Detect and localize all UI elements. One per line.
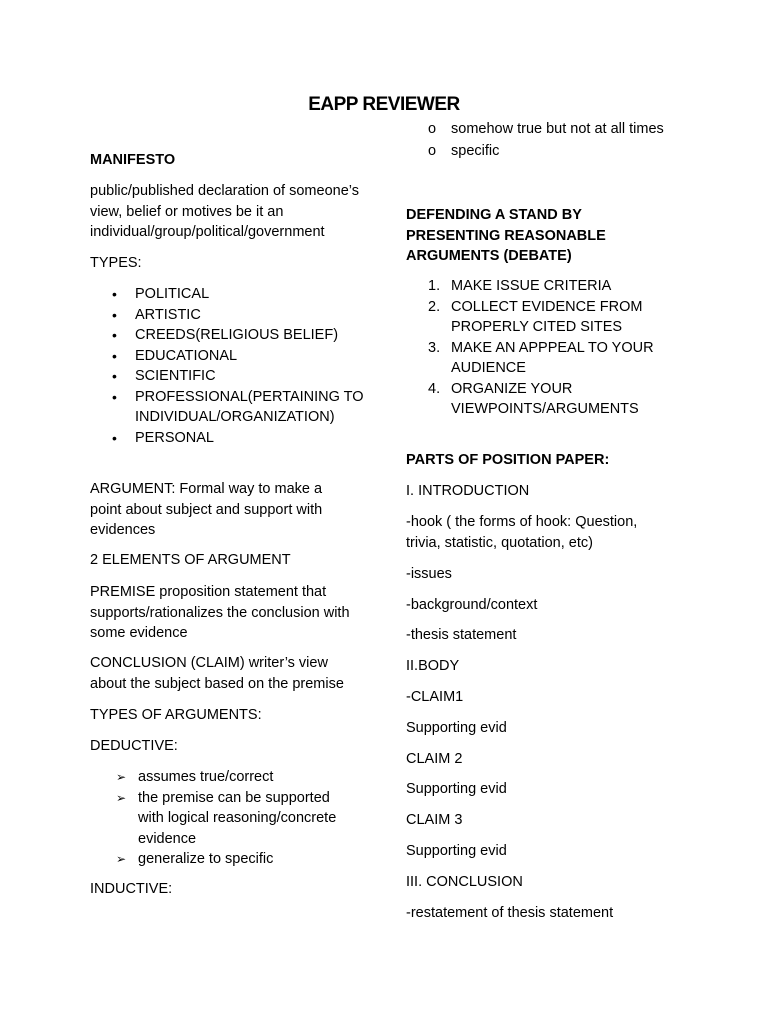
manifesto-heading: MANIFESTO [90,152,176,168]
list-item: 1. MAKE ISSUE CRITERIA [428,278,612,294]
list-item: • SCIENTIFIC [90,366,370,387]
claim-1-line: -CLAIM1 [406,689,464,705]
circle-bullet-icon: o [428,121,437,137]
inductive-label: INDUCTIVE: [90,881,173,897]
list-item: ➢ the premise can be supported with logical reasoning/concrete evidence [116,789,337,847]
deductive-label: DEDUCTIVE: [90,738,178,754]
manifesto-definition: public/published declaration of someone’s view, belief or motives be it an individual/group/political/government [90,183,359,240]
premise-definition: PREMISE proposition statement that supports/rationalizes the conclusion with some evidence [90,584,350,641]
bullet-icon: • [112,429,117,446]
section-body: II.BODY [406,658,460,674]
types-of-arguments-heading: TYPES OF ARGUMENTS: [90,707,262,723]
arrow-bullet-icon: ➢ [116,770,127,784]
list-item: o somehow true but not at all times [406,119,696,140]
manifesto-types-list [90,284,370,448]
list-item: o specific [406,141,696,162]
elements-heading: 2 ELEMENTS OF ARGUMENT [90,552,291,568]
bullet-icon: • [112,368,117,384]
hook-line: -hook ( the forms of hook: Question, trivia, statistic, quotation, etc) [406,514,638,551]
list-item: • ARTISTIC [90,305,370,326]
debate-steps-list [406,276,696,420]
conclusion-definition: CONCLUSION (CLAIM) writer’s view about the subject based on the premise [90,655,344,692]
list-item: • POLITICAL [90,284,370,305]
claim-2-line: CLAIM 2 [406,751,463,767]
bullet-icon: • [112,388,117,405]
thesis-line: -thesis statement [406,627,517,643]
circle-bullet-icon: o [428,142,437,159]
list-item: 3. MAKE AN APPPEAL TO YOUR AUDIENCE [428,339,654,376]
arrow-bullet-icon: ➢ [116,852,127,866]
list-item: ➢ generalize to specific [90,849,352,870]
list-item: • CREEDS(RELIGIOUS BELIEF) [90,325,370,346]
bullet-icon: • [112,347,117,364]
deductive-list [90,767,352,870]
debate-heading: DEFENDING A STAND BY PRESENTING REASONABLE ARGUMENTS (DEBATE) [406,207,606,264]
list-item: • PERSONAL [90,428,370,449]
supporting-evid-line: Supporting evid [406,781,507,797]
list-item: ➢ assumes true/correct [90,767,352,788]
bullet-icon: • [112,306,117,323]
section-introduction: I. INTRODUCTION [406,483,530,499]
issues-line: -issues [406,566,452,582]
section-conclusion: III. CONCLUSION [406,874,523,890]
supporting-evid-line: Supporting evid [406,843,507,859]
background-line: -background/context [406,597,538,613]
restatement-line: -restatement of thesis statement [406,905,614,921]
list-item: • EDUCATIONAL [90,346,370,367]
claim-3-line: CLAIM 3 [406,812,463,828]
parts-heading: PARTS OF POSITION PAPER: [406,452,610,468]
inductive-list [406,119,696,161]
bullet-icon: • [112,327,117,343]
arrow-bullet-icon: ➢ [116,790,127,805]
bullet-icon: • [112,286,117,302]
argument-definition: ARGUMENT: Formal way to make a point about subject and support with evidences [90,481,323,538]
types-label: TYPES: [90,255,142,271]
list-item: • PROFESSIONAL(PERTAINING TO INDIVIDUAL/ORGANIZATION) [112,388,364,425]
supporting-evid-line: Supporting evid [406,720,507,736]
list-item: 2. COLLECT EVIDENCE FROM PROPERLY CITED SITES [428,298,643,335]
list-item: 4. ORGANIZE YOUR VIEWPOINTS/ARGUMENTS [428,380,639,417]
document-title: EAPP REVIEWER [308,94,460,115]
